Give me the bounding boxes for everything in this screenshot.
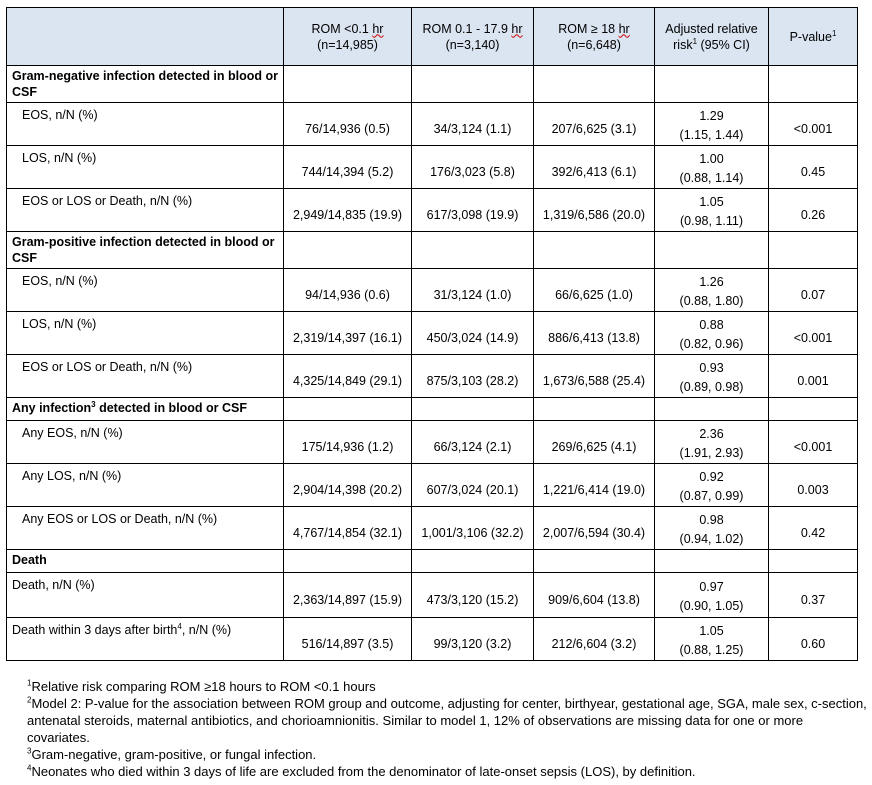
cell-rom-0-1-17-9: 875/3,103 (28.2) xyxy=(412,355,534,398)
cell-rom-ge-18: 1,319/6,586 (20.0) xyxy=(534,189,655,232)
cell-rom-ge-18: 1,221/6,414 (19.0) xyxy=(534,464,655,507)
table-row xyxy=(7,146,858,189)
table-row xyxy=(7,103,858,146)
row-label: EOS or LOS or Death, n/N (%) xyxy=(7,189,284,232)
cell-rom-0-1-17-9: 1,001/3,106 (32.2) xyxy=(412,507,534,550)
row-label: Death within 3 days after birth$^4$, n/N (%) xyxy=(7,618,284,661)
footnote-1: $^1$Relative risk comparing ROM ≥18 hours to ROM <0.1 hours xyxy=(27,678,376,694)
cell-rom-ge-18: 269/6,625 (4.1) xyxy=(534,421,655,464)
table-row xyxy=(7,312,858,355)
cell-rom-0-1-17-9: 450/3,024 (14.9) xyxy=(412,312,534,355)
cell-adjusted-rr: 1.26 (0.88, 1.80) xyxy=(655,269,769,312)
cell-rom-lt-0-1: 2,904/14,398 (20.2) xyxy=(284,464,412,507)
cell-adjusted-rr: 0.93 (0.89, 0.98) xyxy=(655,355,769,398)
section-title: Gram-positive infection detected in blood or CSF xyxy=(7,232,284,269)
footnote-4: $^4$Neonates who died within 3 days of life are excluded from the denominator of late-onset sepsis (LOS), by definition. xyxy=(27,763,696,779)
header-rom-ge-18: ROM ≥ 18 hr (n=6,648) xyxy=(534,8,655,66)
header-label-cell xyxy=(7,8,284,66)
row-label: EOS or LOS or Death, n/N (%) xyxy=(7,355,284,398)
section-header-row xyxy=(7,550,858,573)
cell-rom-0-1-17-9: 99/3,120 (3.2) xyxy=(412,618,534,661)
cell-rom-lt-0-1: 94/14,936 (0.6) xyxy=(284,269,412,312)
cell-p-value: <0.001 xyxy=(769,421,858,464)
cell-rom-ge-18: 207/6,625 (3.1) xyxy=(534,103,655,146)
cell-rom-lt-0-1: 4,325/14,849 (29.1) xyxy=(284,355,412,398)
cell-p-value: <0.001 xyxy=(769,103,858,146)
table-row xyxy=(7,421,858,464)
table-row xyxy=(7,573,858,618)
table-row xyxy=(7,507,858,550)
table-row xyxy=(7,269,858,312)
footnote-2: $^2$Model 2: P-value for the association between ROM group and outcome, adjusting for center, birthyear, gestational age, SGA, male sex, c-section, antenatal steroids, maternal antibiotics, and chorioamnionitis. Similar to model 1, 12% of observations are missing data for one or more covariates. xyxy=(27,695,867,745)
cell-rom-ge-18: 2,007/6,594 (30.4) xyxy=(534,507,655,550)
cell-rom-0-1-17-9: 34/3,124 (1.1) xyxy=(412,103,534,146)
cell-rom-0-1-17-9: 31/3,124 (1.0) xyxy=(412,269,534,312)
cell-p-value: 0.45 xyxy=(769,146,858,189)
section-title: Gram-negative infection detected in blood or CSF xyxy=(7,66,284,103)
cell-rom-0-1-17-9: 607/3,024 (20.1) xyxy=(412,464,534,507)
cell-rom-ge-18: 1,673/6,588 (25.4) xyxy=(534,355,655,398)
table-row xyxy=(7,189,858,232)
cell-rom-lt-0-1: 744/14,394 (5.2) xyxy=(284,146,412,189)
table-row xyxy=(7,355,858,398)
header-adjusted-rr: Adjusted relative risk$^1$ (95% CI) xyxy=(655,8,769,66)
row-label: Any LOS, n/N (%) xyxy=(7,464,284,507)
cell-rom-0-1-17-9: 617/3,098 (19.9) xyxy=(412,189,534,232)
cell-adjusted-rr: 0.98 (0.94, 1.02) xyxy=(655,507,769,550)
footnote-3: $^3$Gram-negative, gram-positive, or fungal infection. xyxy=(27,746,317,762)
cell-adjusted-rr: 1.29 (1.15, 1.44) xyxy=(655,103,769,146)
cell-rom-lt-0-1: 76/14,936 (0.5) xyxy=(284,103,412,146)
cell-p-value: 0.003 xyxy=(769,464,858,507)
cell-rom-ge-18: 909/6,604 (13.8) xyxy=(534,573,655,618)
cell-rom-lt-0-1: 2,319/14,397 (16.1) xyxy=(284,312,412,355)
cell-p-value: 0.07 xyxy=(769,269,858,312)
cell-adjusted-rr: 1.05 (0.88, 1.25) xyxy=(655,618,769,661)
cell-p-value: 0.42 xyxy=(769,507,858,550)
cell-adjusted-rr: 1.00 (0.88, 1.14) xyxy=(655,146,769,189)
row-label: LOS, n/N (%) xyxy=(7,312,284,355)
cell-rom-0-1-17-9: 176/3,023 (5.8) xyxy=(412,146,534,189)
cell-rom-ge-18: 66/6,625 (1.0) xyxy=(534,269,655,312)
header-row xyxy=(7,8,858,66)
cell-rom-lt-0-1: 516/14,897 (3.5) xyxy=(284,618,412,661)
cell-rom-lt-0-1: 175/14,936 (1.2) xyxy=(284,421,412,464)
cell-rom-0-1-17-9: 473/3,120 (15.2) xyxy=(412,573,534,618)
results-table xyxy=(6,7,858,661)
cell-rom-lt-0-1: 2,949/14,835 (19.9) xyxy=(284,189,412,232)
cell-rom-lt-0-1: 4,767/14,854 (32.1) xyxy=(284,507,412,550)
footnotes xyxy=(27,678,867,780)
cell-rom-ge-18: 392/6,413 (6.1) xyxy=(534,146,655,189)
cell-p-value: 0.60 xyxy=(769,618,858,661)
row-label: LOS, n/N (%) xyxy=(7,146,284,189)
cell-rom-ge-18: 212/6,604 (3.2) xyxy=(534,618,655,661)
row-label: Any EOS, n/N (%) xyxy=(7,421,284,464)
cell-p-value: 0.001 xyxy=(769,355,858,398)
cell-adjusted-rr: 2.36 (1.91, 2.93) xyxy=(655,421,769,464)
cell-rom-lt-0-1: 2,363/14,897 (15.9) xyxy=(284,573,412,618)
row-label: Any EOS or LOS or Death, n/N (%) xyxy=(7,507,284,550)
section-title: Death xyxy=(7,550,284,573)
row-label: Death, n/N (%) xyxy=(7,573,284,618)
cell-rom-0-1-17-9: 66/3,124 (2.1) xyxy=(412,421,534,464)
cell-adjusted-rr: 0.92 (0.87, 0.99) xyxy=(655,464,769,507)
header-rom-lt-0-1: ROM <0.1 hr (n=14,985) xyxy=(284,8,412,66)
section-header-row xyxy=(7,232,858,269)
cell-adjusted-rr: 0.97 (0.90, 1.05) xyxy=(655,573,769,618)
table-row xyxy=(7,464,858,507)
cell-adjusted-rr: 0.88 (0.82, 0.96) xyxy=(655,312,769,355)
cell-p-value: 0.26 xyxy=(769,189,858,232)
section-header-row xyxy=(7,398,858,421)
cell-rom-ge-18: 886/6,413 (13.8) xyxy=(534,312,655,355)
row-label: EOS, n/N (%) xyxy=(7,103,284,146)
cell-p-value: 0.37 xyxy=(769,573,858,618)
row-label: EOS, n/N (%) xyxy=(7,269,284,312)
table-row xyxy=(7,618,858,661)
cell-adjusted-rr: 1.05 (0.98, 1.11) xyxy=(655,189,769,232)
section-header-row xyxy=(7,66,858,103)
section-title: Any infection$^3$ detected in blood or CSF xyxy=(7,398,284,421)
header-rom-0-1-17-9: ROM 0.1 - 17.9 hr (n=3,140) xyxy=(412,8,534,66)
header-p-value: P-value$^1$ xyxy=(769,8,858,66)
cell-p-value: <0.001 xyxy=(769,312,858,355)
